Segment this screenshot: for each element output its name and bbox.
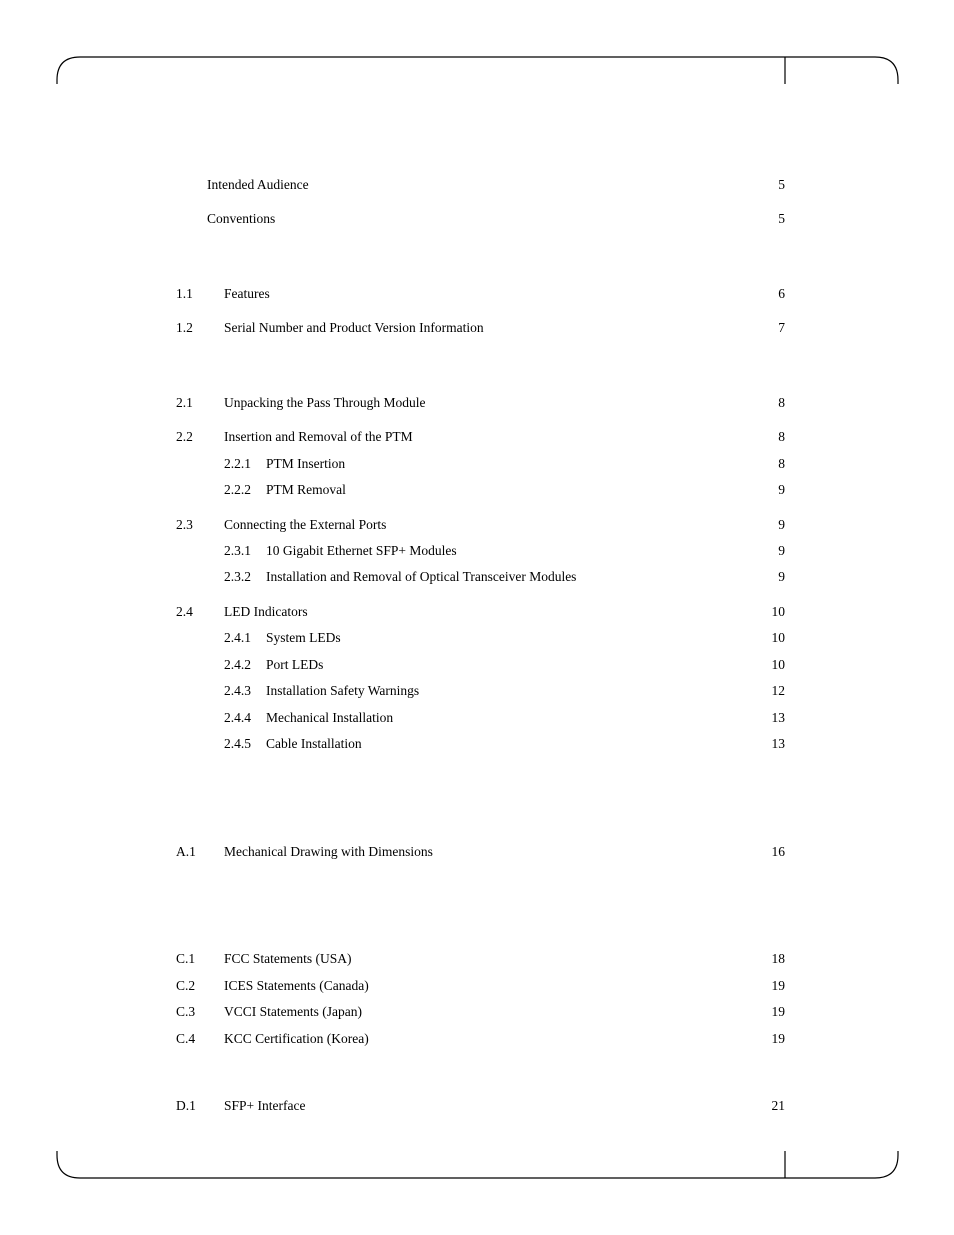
- toc-section-number: 1.1: [176, 286, 193, 301]
- toc-entry[interactable]: [0, 977, 954, 995]
- toc-title: Serial Number and Product Version Information: [224, 320, 484, 335]
- toc-subentry[interactable]: [0, 682, 954, 700]
- toc-section-number: 2.4.4: [224, 710, 251, 725]
- toc-page-number: 5: [778, 211, 785, 226]
- toc-subentry[interactable]: [0, 735, 954, 753]
- toc-page-number: 9: [778, 482, 785, 497]
- toc-page-number: 19: [771, 1004, 785, 1019]
- toc-subentry[interactable]: [0, 709, 954, 727]
- toc-page-number: 13: [771, 710, 785, 725]
- toc-entry[interactable]: [0, 603, 954, 621]
- toc-section-number: 2.4.2: [224, 657, 251, 672]
- toc-title: Connecting the External Ports: [224, 517, 387, 532]
- toc-section-number: 2.4: [176, 604, 193, 619]
- toc-page-number: 12: [771, 683, 785, 698]
- toc-page-number: 9: [778, 543, 785, 558]
- toc-entry[interactable]: [0, 176, 954, 194]
- toc-entry[interactable]: [0, 319, 954, 337]
- toc-page-number: 13: [771, 736, 785, 751]
- toc-page-number: 19: [771, 978, 785, 993]
- toc-title: System LEDs: [266, 630, 341, 645]
- toc-page-number: 9: [778, 517, 785, 532]
- toc-entry[interactable]: [0, 1003, 954, 1021]
- toc-entry[interactable]: [0, 285, 954, 303]
- toc-title: SFP+ Interface: [224, 1098, 306, 1113]
- toc-section-number: 2.4.5: [224, 736, 251, 751]
- toc-subentry[interactable]: [0, 542, 954, 560]
- toc-title: 10 Gigabit Ethernet SFP+ Modules: [266, 543, 457, 558]
- toc-title: FCC Statements (USA): [224, 951, 352, 966]
- toc-section-number: 2.1: [176, 395, 193, 410]
- toc-subentry[interactable]: [0, 629, 954, 647]
- toc-title: KCC Certification (Korea): [224, 1031, 369, 1046]
- toc-section-number: 1.2: [176, 320, 193, 335]
- toc-title: PTM Insertion: [266, 456, 346, 471]
- toc-subentry[interactable]: [0, 568, 954, 586]
- top-border-line: [57, 57, 898, 84]
- toc-section-number: 2.2: [176, 429, 193, 444]
- toc-page-number: 18: [771, 951, 785, 966]
- toc-entry[interactable]: [0, 1097, 954, 1115]
- toc-section-number: C.1: [176, 951, 196, 966]
- toc-title: Installation and Removal of Optical Transceiver Modules: [266, 569, 577, 584]
- toc-entry[interactable]: [0, 516, 954, 534]
- toc-section-number: A.1: [176, 844, 196, 859]
- toc-page-number: 6: [778, 286, 785, 301]
- toc-subentry[interactable]: [0, 481, 954, 499]
- toc-page-number: 10: [771, 604, 785, 619]
- toc-section-number: 2.3: [176, 517, 193, 532]
- toc-page-number: 9: [778, 569, 785, 584]
- toc-entry[interactable]: [0, 394, 954, 412]
- toc-subentry[interactable]: [0, 455, 954, 473]
- toc-title: Features: [224, 286, 270, 301]
- toc-page-number: 21: [771, 1098, 785, 1113]
- toc-title: VCCI Statements (Japan): [224, 1004, 362, 1019]
- toc-page-number: 5: [778, 177, 785, 192]
- toc-title: Unpacking the Pass Through Module: [224, 395, 426, 410]
- toc-page-number: 8: [778, 456, 785, 471]
- toc-page-number: 10: [771, 630, 785, 645]
- toc-entry[interactable]: [0, 210, 954, 228]
- toc-title: Installation Safety Warnings: [266, 683, 420, 698]
- toc-page-number: 16: [771, 844, 785, 859]
- toc-section-number: 2.3.1: [224, 543, 251, 558]
- toc-page-number: 19: [771, 1031, 785, 1046]
- toc-title: Mechanical Drawing with Dimensions: [224, 844, 433, 859]
- toc-section-number: C.2: [176, 978, 196, 993]
- toc-title: Intended Audience: [207, 177, 309, 192]
- toc-entry[interactable]: [0, 950, 954, 968]
- toc-title: Port LEDs: [266, 657, 324, 672]
- toc-section-number: 2.4.1: [224, 630, 251, 645]
- toc-page-number: 7: [778, 320, 785, 335]
- toc-title: Conventions: [207, 211, 276, 226]
- toc-section-number: D.1: [176, 1098, 196, 1113]
- toc-section-number: C.3: [176, 1004, 196, 1019]
- toc-page-number: 8: [778, 395, 785, 410]
- toc-section-number: 2.2.1: [224, 456, 251, 471]
- toc-section-number: C.4: [176, 1031, 196, 1046]
- toc-title: Mechanical Installation: [266, 710, 394, 725]
- toc-title: Insertion and Removal of the PTM: [224, 429, 413, 444]
- toc-page-number: 10: [771, 657, 785, 672]
- toc-subentry[interactable]: [0, 656, 954, 674]
- toc-section-number: 2.4.3: [224, 683, 251, 698]
- toc-entry[interactable]: [0, 843, 954, 861]
- toc-entry[interactable]: [0, 428, 954, 446]
- toc-title: Cable Installation: [266, 736, 362, 751]
- toc-title: LED Indicators: [224, 604, 308, 619]
- toc-section-number: 2.3.2: [224, 569, 251, 584]
- bottom-border-line: [57, 1151, 898, 1178]
- toc-title: ICES Statements (Canada): [224, 978, 369, 993]
- toc-page-number: 8: [778, 429, 785, 444]
- toc-title: PTM Removal: [266, 482, 346, 497]
- toc-entry[interactable]: [0, 1030, 954, 1048]
- toc-section-number: 2.2.2: [224, 482, 251, 497]
